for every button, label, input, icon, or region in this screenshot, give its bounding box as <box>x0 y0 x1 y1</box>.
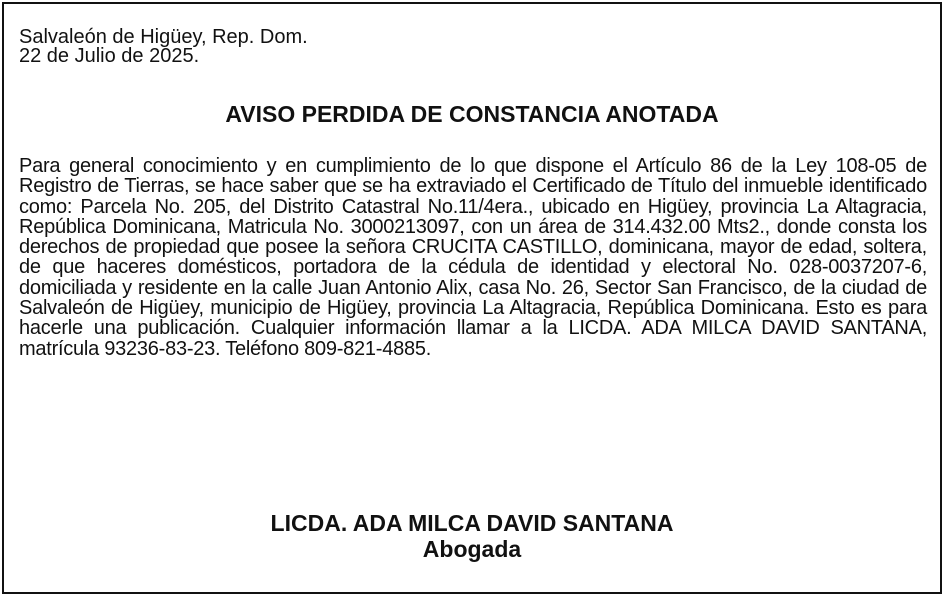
location-line: Salvaleón de Higüey, Rep. Dom. <box>19 26 308 48</box>
header-block <box>19 28 308 66</box>
legal-notice <box>2 2 942 594</box>
signature-role: Abogada <box>422 536 522 562</box>
notice-title: AVISO PERDIDA DE CONSTANCIA ANOTADA <box>225 101 719 127</box>
signature-block <box>4 510 940 562</box>
notice-body: Para general conocimiento y en cumplimiento de lo que dispone el Artículo 86 de la Ley 108-05 de Registro de Tierras, se hace saber que se ha extraviado el Certificado de Título del inmueble identificado como: Parcela No. 205, del Distrito Catastral No.11/4era., ubicado en Higüey, provincia La Altagracia, República Dominicana, Matricula No. 3000213097, con un área de 314.432.00 Mts2., donde consta los derechos de propiedad que posee la señora CRUCITA CASTILLO, dominicana, mayor de edad, soltera, de que haceres domésticos, portadora de la cédula de identidad y electoral No. 028-0037207-6, domiciliada y residente en la calle Juan Antonio Alix, casa No. 26, Sector San Francisco, de la ciudad de Salvaleón de Higüey, municipio de Higüey, provincia La Altagracia, República Dominicana. Esto es para hacerle una publicación. Cualquier información llamar a la LICDA. ADA MILCA DAVID SANTANA, matrícula 93236-83-23. Teléfono 809-821-4885. <box>19 155 927 360</box>
date-line: 22 de Julio de 2025. <box>19 45 200 67</box>
signature-name: LICDA. ADA MILCA DAVID SANTANA <box>270 510 674 536</box>
